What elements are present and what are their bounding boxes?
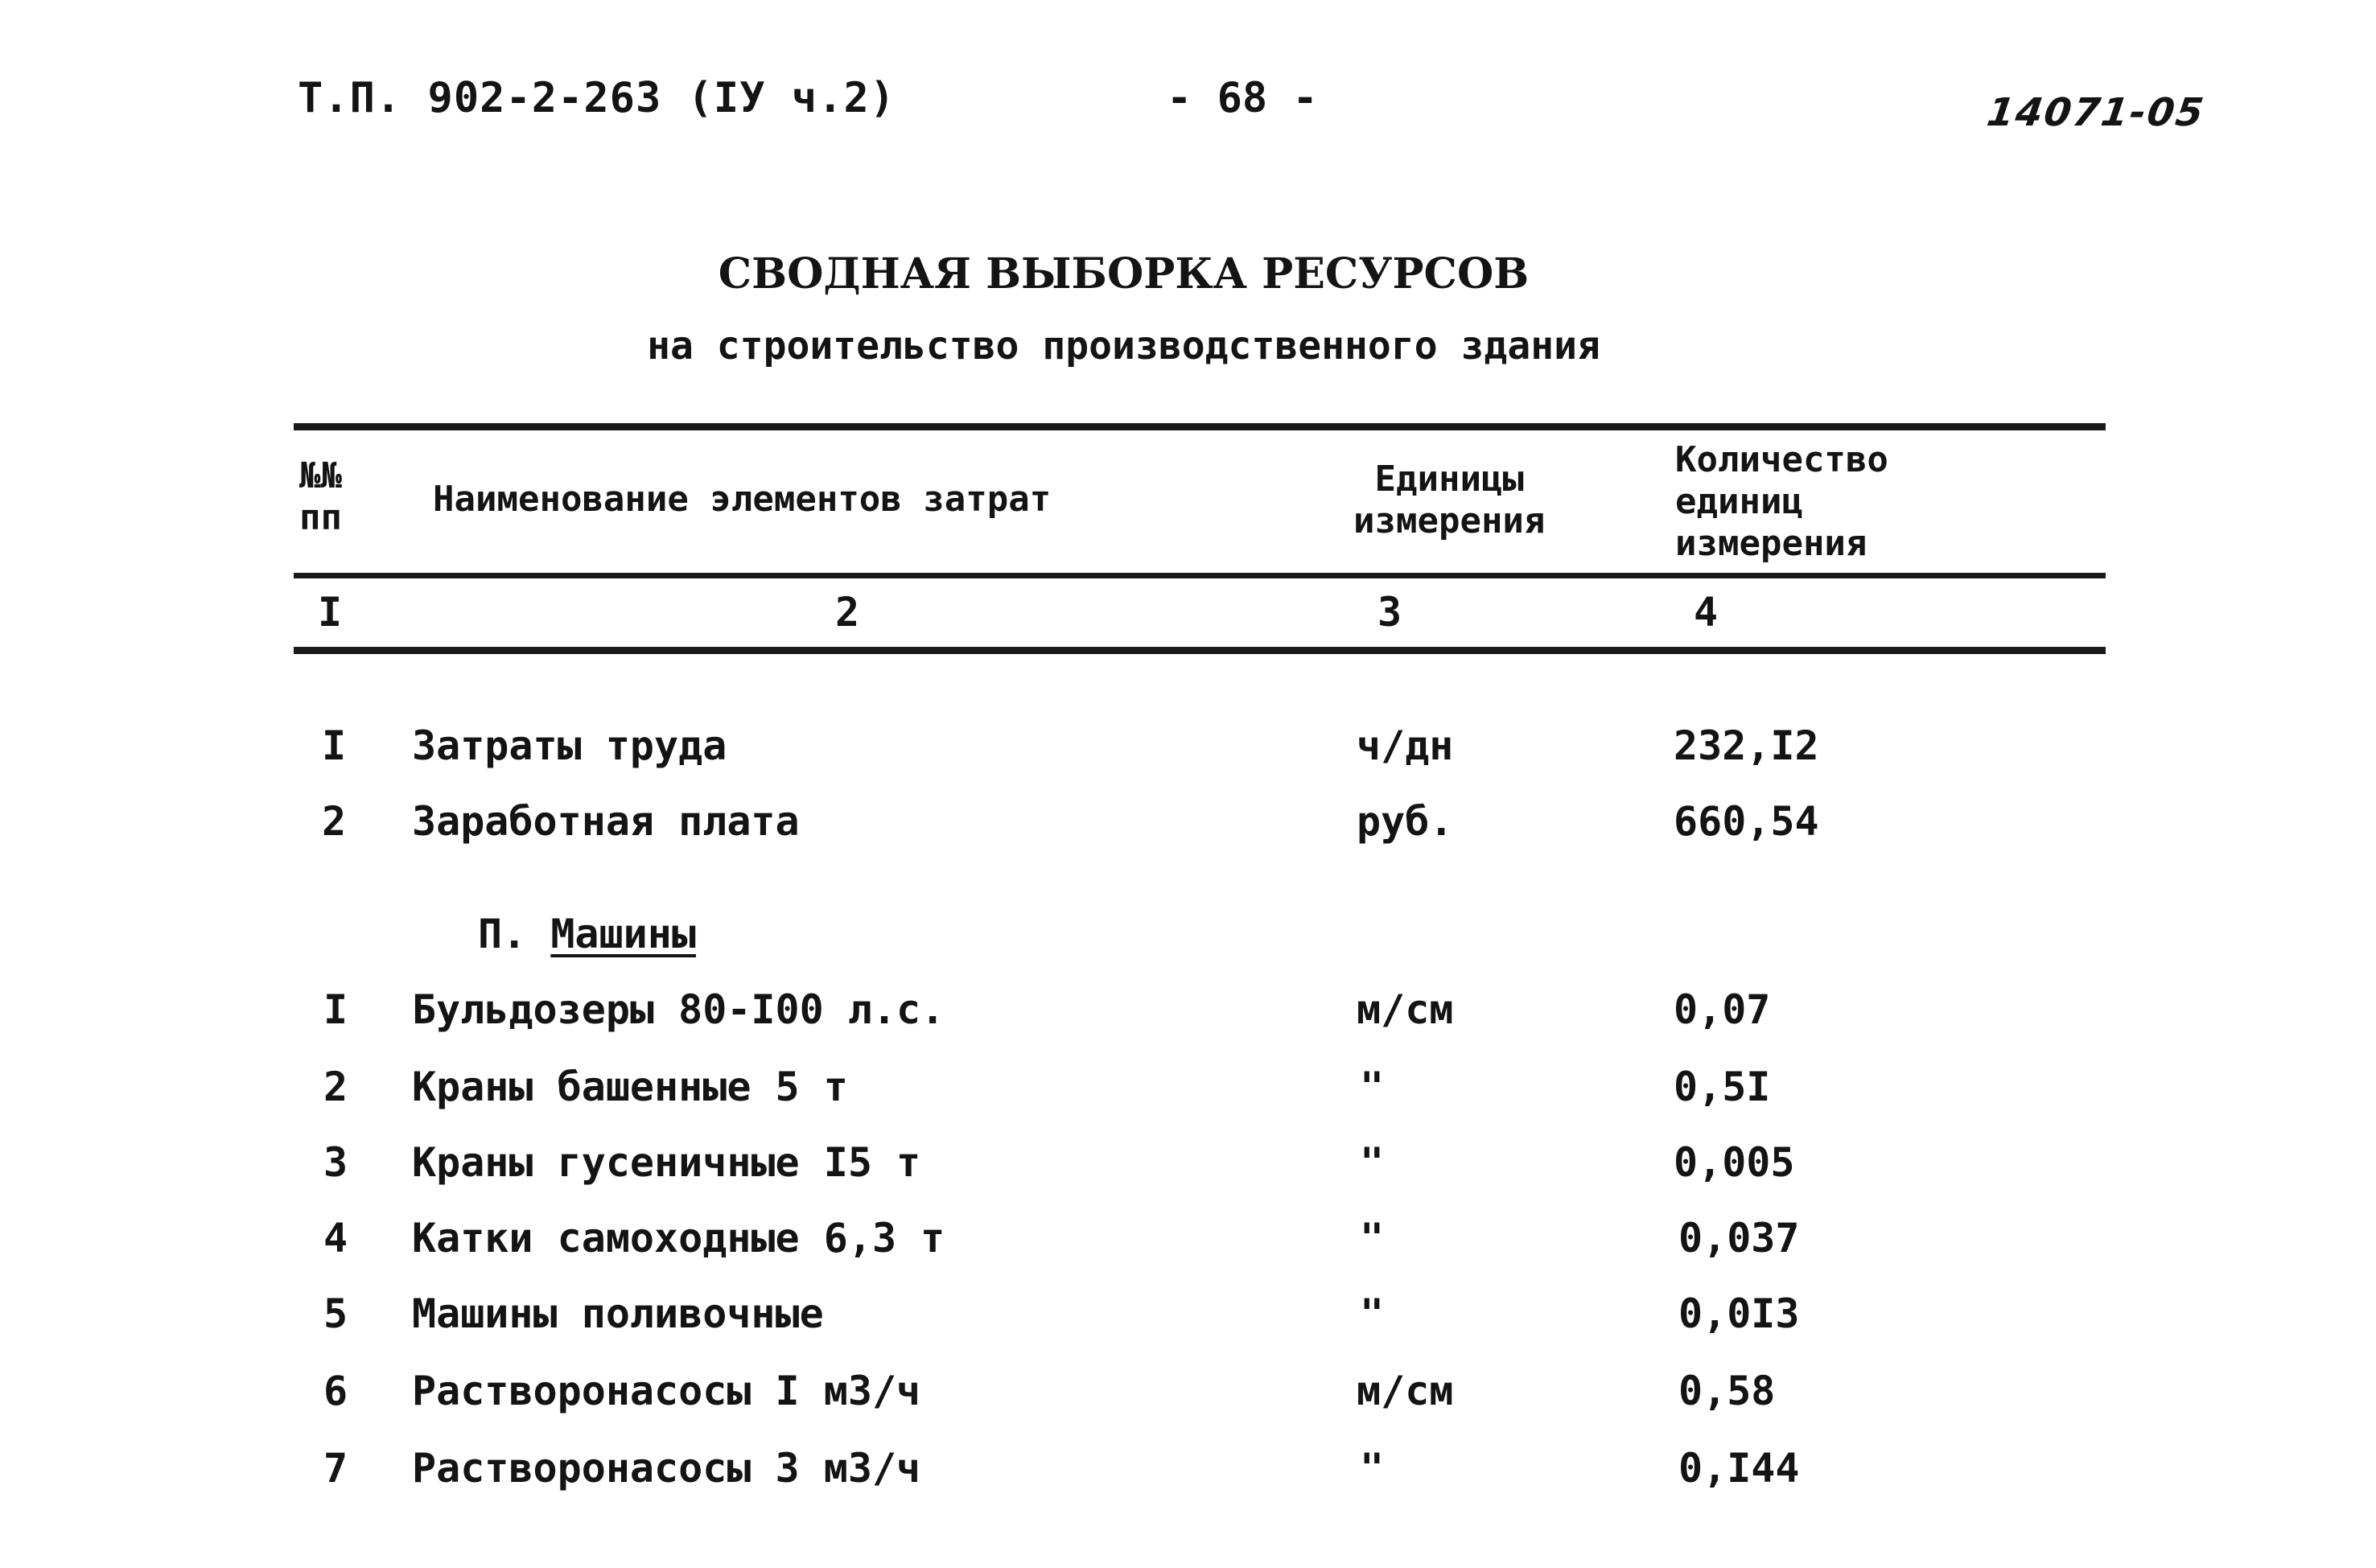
row-number: 4	[323, 1215, 348, 1261]
column-header-unit	[1353, 459, 1545, 542]
row-quantity: 0,037	[1678, 1215, 1800, 1261]
column-header-unit-line2: измерения	[1353, 500, 1546, 541]
row-unit: "	[1360, 1445, 1385, 1492]
row-name: Катки самоходные 6,3 т	[412, 1215, 945, 1261]
row-unit: "	[1360, 1064, 1385, 1110]
row-number: 5	[323, 1290, 348, 1337]
archive-number: 14071-05	[1984, 90, 2208, 135]
column-number-3: 3	[1377, 589, 1402, 636]
row-unit: руб.	[1357, 798, 1454, 845]
row-quantity: 0,5I	[1674, 1064, 1771, 1110]
table-top-rule	[294, 423, 2106, 430]
column-header-quantity-line1: Количество	[1675, 439, 1888, 480]
row-unit: м/см	[1357, 986, 1454, 1033]
document-title: СВОДНАЯ ВЫБОРКА РЕСУРСОВ	[718, 249, 1530, 298]
row-unit: "	[1360, 1215, 1385, 1261]
row-unit: ч/дн	[1357, 722, 1454, 769]
row-number: 2	[323, 1064, 348, 1110]
row-quantity: 660,54	[1674, 798, 1819, 845]
row-name: Заработная плата	[412, 798, 800, 845]
column-header-name: Наименование элементов затрат	[433, 479, 1052, 520]
row-quantity: 0,005	[1674, 1139, 1795, 1186]
column-header-number-line1: №№	[299, 455, 342, 496]
column-header-quantity-line3: измерения	[1675, 523, 1867, 564]
row-quantity: 0,0I3	[1678, 1290, 1800, 1337]
row-name: Растворонасосы I м3/ч	[412, 1368, 921, 1414]
row-number: 6	[323, 1368, 348, 1414]
row-number: I	[323, 986, 348, 1033]
column-header-number-line2: пп	[299, 497, 342, 538]
row-number: 3	[323, 1139, 348, 1186]
column-number-2: 2	[835, 589, 860, 636]
table-header-rule	[294, 573, 2106, 578]
row-quantity: 232,I2	[1674, 722, 1819, 769]
column-header-unit-line1: Единицы	[1374, 459, 1524, 500]
document-code: Т.П. 902-2-263 (IУ ч.2)	[298, 74, 896, 122]
column-number-4: 4	[1694, 589, 1719, 636]
row-unit: "	[1360, 1139, 1385, 1186]
page-number: - 68 -	[1167, 74, 1318, 122]
row-quantity: 0,07	[1674, 986, 1771, 1033]
row-quantity: 0,58	[1678, 1368, 1776, 1414]
column-header-number	[299, 455, 342, 539]
row-name: Затраты труда	[412, 722, 727, 769]
row-unit: "	[1360, 1290, 1385, 1337]
section-heading-machines	[478, 911, 696, 957]
row-quantity: 0,I44	[1678, 1445, 1800, 1492]
row-name: Краны башенные 5 т	[412, 1064, 848, 1110]
document-subtitle: на строительство производственного здания	[647, 323, 1600, 368]
row-name: Машины поливочные	[412, 1290, 824, 1337]
column-header-quantity-line2: единиц	[1675, 481, 1803, 522]
section-prefix: П.	[478, 911, 527, 957]
column-header-quantity	[1675, 439, 1888, 565]
section-label: Машины	[550, 911, 696, 957]
row-number: I	[322, 722, 347, 769]
row-number: 2	[322, 798, 347, 845]
row-name: Бульдозеры 80-I00 л.с.	[412, 986, 945, 1033]
table-colnum-rule	[294, 647, 2106, 654]
row-number: 7	[323, 1445, 348, 1492]
column-number-1: I	[318, 589, 343, 636]
row-name: Растворонасосы 3 м3/ч	[412, 1445, 921, 1492]
row-name: Краны гусеничные I5 т	[412, 1139, 921, 1186]
row-unit: м/см	[1357, 1368, 1454, 1414]
